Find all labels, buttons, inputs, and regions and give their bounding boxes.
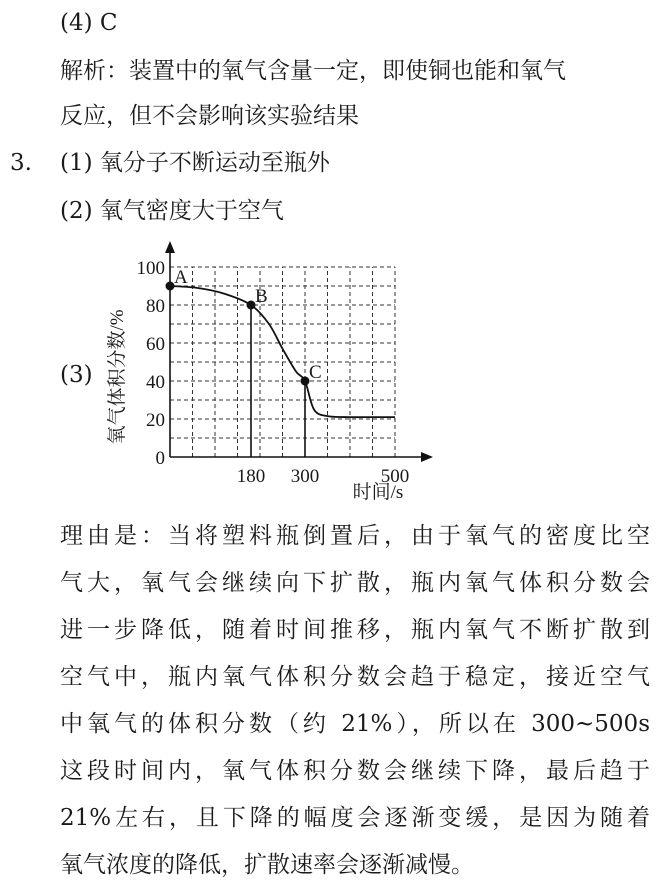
- x-tick-label: 180: [236, 466, 266, 487]
- q3-part-3-label: (3): [60, 362, 93, 388]
- reason-line-1: 理由是：当将塑料瓶倒置后，由于氧气的密度比空: [60, 523, 650, 549]
- y-tick-label: 40: [146, 372, 165, 393]
- reason-line-2: 气大，氧气会继续向下扩散，瓶内氧气体积分数会: [60, 570, 650, 596]
- x-axis-label: 时间/s: [352, 482, 404, 503]
- q3-part-2: (2) 氧气密度大于空气: [60, 198, 284, 224]
- point-label-a: A: [174, 267, 188, 288]
- point-label-c: C: [309, 362, 322, 383]
- reason-line-5: 中氧气的体积分数（约 21%），所以在 300~500s: [60, 711, 650, 737]
- reason-line-3: 进一步降低，随着时间推移，瓶内氧气不断扩散到: [60, 617, 650, 643]
- point-label-b: B: [255, 286, 268, 307]
- reason-line-4: 空气中，瓶内氧气体积分数会趋于稳定，接近空气: [60, 664, 650, 690]
- y-tick-label: 60: [146, 334, 165, 355]
- x-axis-arrow: [421, 452, 433, 462]
- reason-paragraph: [60, 513, 650, 889]
- tick-layer: [137, 258, 410, 487]
- y-tick-label: 80: [146, 296, 165, 317]
- point-layer: [166, 267, 322, 386]
- y-tick-label: 100: [136, 258, 165, 279]
- x-tick-label: 300: [290, 466, 320, 487]
- reason-line-6: 这段时间内，氧气体积分数会继续下降，最后趋于: [60, 758, 650, 784]
- answer-4-label: (4) C: [60, 10, 118, 36]
- y-tick-label: 0: [155, 448, 165, 469]
- reason-line-8: 氧气浓度的降低，扩散速率会逐渐减慢。: [60, 852, 474, 878]
- x-tick-label: 500: [380, 466, 410, 487]
- oxygen-fraction-chart: [60, 235, 440, 510]
- axis-layer: [165, 241, 433, 462]
- analysis-line-2: 反应，但不会影响该实验结果: [60, 103, 359, 129]
- chart-svg: [60, 235, 440, 510]
- y-tick-label: 20: [146, 410, 165, 431]
- y-axis-arrow: [165, 241, 175, 253]
- y-axis-label: 氧气体积分数/%: [107, 309, 128, 445]
- question-3-number: 3.: [10, 150, 32, 176]
- q3-part-1: (1) 氧分子不断运动至瓶外: [60, 150, 330, 176]
- grid-layer: [170, 267, 395, 457]
- analysis-line-1: 解析：装置中的氧气含量一定，即使铜也能和氧气: [60, 58, 566, 84]
- reason-line-7: 21%左右，且下降的幅度会逐渐变缓，是因为随着: [60, 805, 650, 831]
